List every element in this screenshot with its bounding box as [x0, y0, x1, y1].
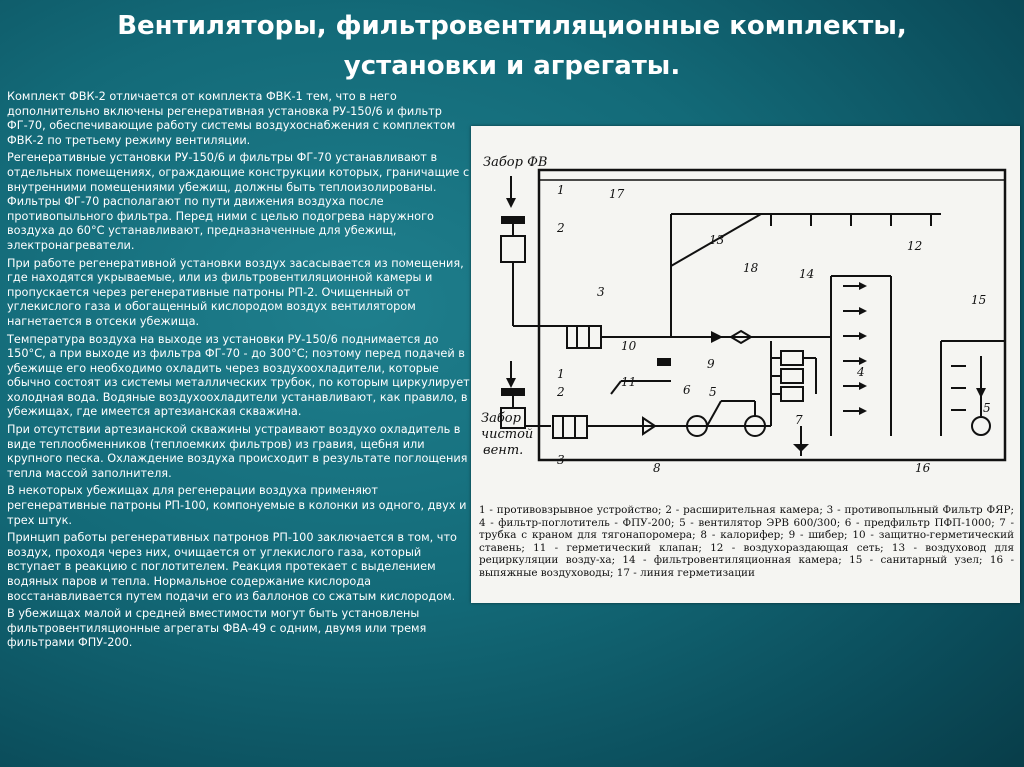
paragraph: При отсутствии артезианской скважины устраивают воздухо охладитель в виде теплообменников (теплоемких фильтров) из гравия, щебня или крупного песка. Охлаждение воздуха происходит в результате поглощения тепла массой заполнителя.: [7, 423, 468, 480]
paragraph: При работе регенеративной установки воздух засасывается из помещения, где находятся укрываемые, или из фильтровентиляционной камеры и пропускается через регенеративные патроны РП-2. Очищенный от углекислого газа и обогащенный кислородом воздух вентилятором нагнетается в отсеки убежища.: [7, 256, 464, 328]
callout-11: 11: [621, 375, 637, 389]
callout-5: 5: [709, 385, 717, 399]
expansion-chamber-upper: [501, 236, 525, 262]
callout-1-lower: 1: [557, 367, 565, 381]
label-intake-clean-2: чистой: [481, 427, 534, 442]
dust-filter-upper: [567, 326, 601, 348]
title-line-2: установки и агрегаты.: [343, 51, 681, 81]
callout-6: 6: [683, 383, 691, 397]
paragraph: Комплект ФВК-2 отличается от комплекта ФВК-1 тем, что в него дополнительно включены регенеративная установка РУ-150/6 и фильтр ФГ-70, обеспечивающие работу системы воздухоснабжения с комплектом ФВК-2 по третьему режиму вентиляции.: [7, 90, 456, 147]
callout-12: 12: [907, 239, 923, 253]
paragraph: В некоторых убежищах для регенерации воздуха применяют регенеративные патроны РП-100, компонуемые в колонки из одного, двух и трех штук.: [7, 484, 467, 527]
paragraph: Регенеративные установки РУ-150/6 и фильтры ФГ-70 устанавливают в отдельных помещениях, ограждающие конструкции которых, граничащие с внутренними помещениями убежищ, должны быть теплоизолированы. Фильтры ФГ-70 располагают по пути движения воздуха после противопыльного фильтра. Перед ними с целью подогрева наружного воздуха до 60°С устанавливают, предназначенные для убежищ, электронагреватели.: [7, 151, 470, 252]
title-line-1: Вентиляторы, фильтровентиляционные комплекты,: [117, 11, 907, 41]
ventilation-scheme-figure: [471, 126, 1020, 603]
page-title: [0, 6, 1024, 86]
callout-13: 13: [709, 233, 725, 247]
paragraph: В убежищах малой и средней вместимости могут быть установлены фильтровентиляционные агрегаты ФВА-49 с одним, двумя или тремя фильтрами ФПУ-200.: [7, 607, 427, 650]
shutter: [657, 358, 671, 366]
callout-18: 18: [743, 261, 759, 275]
blast-device-upper: [501, 216, 525, 224]
callout-3-lower: 3: [557, 453, 565, 467]
figure-legend: 1 - противовзрывное устройство; 2 - расширительная камера; 3 - противопыльный Фильтр ФЯР; 4 - фильтр-поглотитель - ФПУ-200; 5 - вентилятор ЭРВ 600/300; 6 - предфильтр ПФП-1000; 7 - трубка с краном для тягонапоромера; 8 - калорифер; 9 - шибер; 10 - защитно-герметический ставень; 11 - герметический клапан; 12 - воздухораздающая сеть; 13 - воздуховод для рециркуляции возду-ха; 14 - фильтровентиляционная камера; 15 - санитарный узел; 16 - выпяжные воздуховоды; 17 - линия герметизации: [479, 504, 1014, 579]
blast-device-lower: [501, 388, 525, 396]
callout-16: 16: [915, 461, 931, 475]
paragraph: Принцип работы регенеративных патронов РП-100 заключается в том, что воздух, проходя через них, очищается от углекислого газа, который вступает в реакцию с поглотителем. Реакция протекает с выделением водяных паров и тепла. Нормальное содержание кислорода восстанавливается путем подачи его из баллонов со сжатым кислородом.: [7, 531, 457, 603]
body-text: [7, 90, 470, 654]
callout-2-lower: 2: [557, 385, 565, 399]
filter-absorber: [781, 387, 803, 401]
callout-10: 10: [621, 339, 637, 353]
callout-14: 14: [799, 267, 815, 281]
callout-9: 9: [707, 357, 715, 371]
callout-1-upper: 1: [557, 183, 565, 197]
dust-filter-lower: [553, 416, 587, 438]
label-intake-clean-3: вент.: [483, 443, 524, 458]
callout-15: 15: [971, 293, 987, 307]
label-intake-clean-1: Забор: [481, 411, 521, 426]
callout-4: 4: [857, 365, 865, 379]
filter-absorber: [781, 369, 803, 383]
callout-2-upper: 2: [557, 221, 565, 235]
fan-sanitary: [972, 417, 990, 435]
callout-3-upper: 3: [597, 285, 605, 299]
ventilation-scheme-diagram: [471, 126, 1020, 503]
callout-5-sanitary: 5: [983, 401, 991, 415]
label-intake-fv: Забор ФВ: [483, 155, 548, 170]
filter-absorber: [781, 351, 803, 365]
callout-8: 8: [653, 461, 661, 475]
callout-17: 17: [609, 187, 625, 201]
paragraph: Температура воздуха на выходе из установки РУ-150/6 поднимается до 150°С, а при выходе из фильтра ФГ-70 - до 300°С; поэтому перед подачей в убежище его необходимо охладить через воздухоохладители, которые обычно состоят из системы металлических трубок, по которым циркулирует холодная вода. Водяные воздухоохладители устанавливают, как правило, в убежищах, где имеется артезианская скважина.: [7, 332, 470, 419]
callout-7: 7: [795, 413, 803, 427]
